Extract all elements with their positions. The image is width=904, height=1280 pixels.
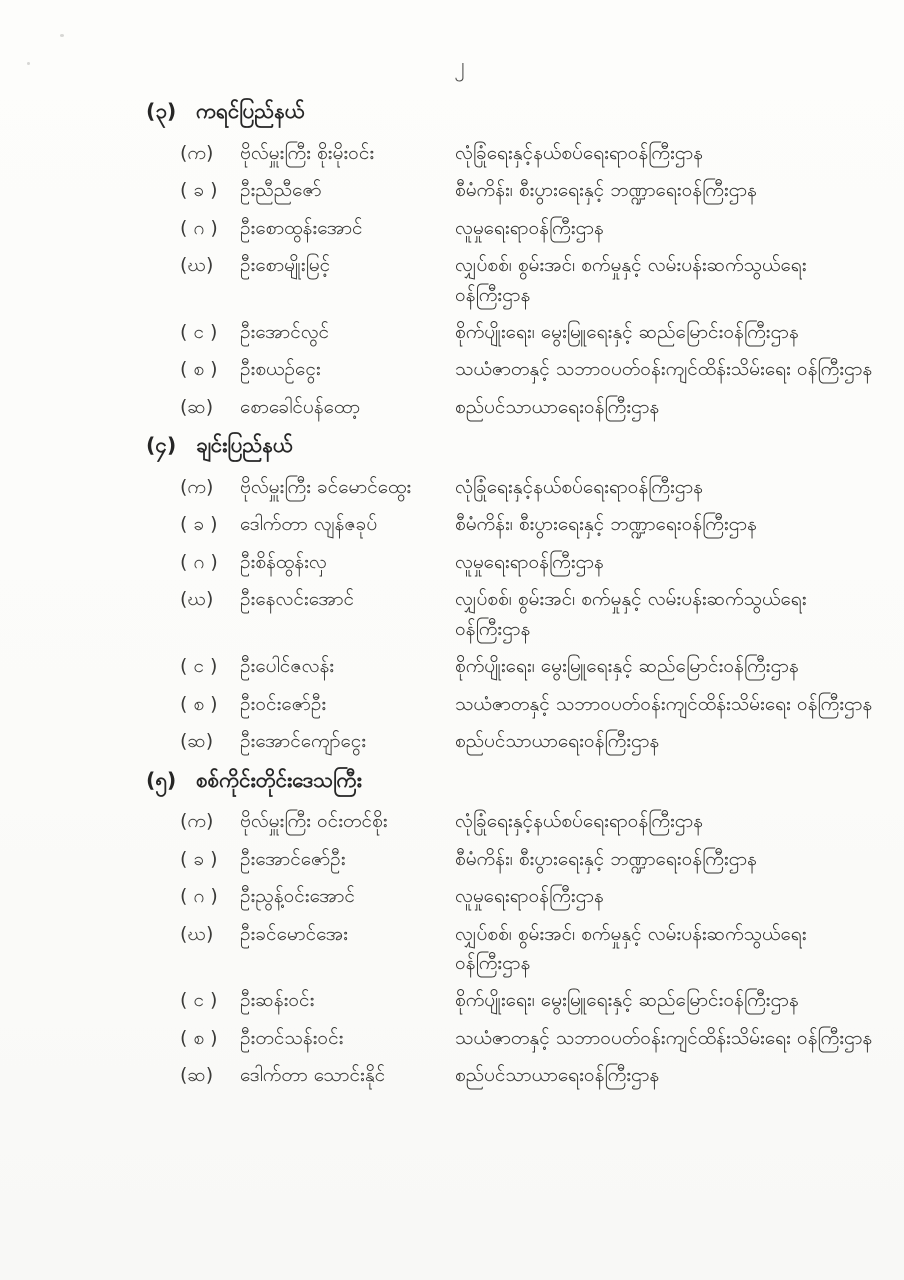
entry-label: (က)	[180, 476, 214, 498]
minister-name: ဒေါက်တာ လျန်ဇခုပ်	[240, 513, 378, 536]
section-entries	[180, 139, 878, 423]
ministry-name: လုံခြုံရေးနှင့်နယ်စပ်ရေးရာဝန်ကြီးဌာန	[455, 476, 703, 498]
minister-name: ဦးပေါင်ဇလန်း	[240, 655, 335, 678]
entry-label: (ဆ)	[180, 730, 214, 753]
entry-label: (က)	[180, 810, 214, 833]
minister-row	[180, 318, 878, 347]
minister-name: ဦးအောင်လွင်	[240, 320, 330, 343]
entry-label: ( စ )	[180, 358, 218, 381]
ministry-name: သယံဇာတနှင့် သဘာဝပတ်ဝန်းကျင်ထိန်းသိမ်းရေး ဝန်ကြီးဌာန	[455, 692, 873, 715]
minister-name: ဦးစောမျိုးမြင့်	[240, 254, 331, 277]
ministry-name: စည်ပင်သာယာရေးဝန်ကြီးဌာန	[455, 1064, 660, 1087]
entry-label: ( ဂ )	[180, 550, 218, 573]
minister-name: ဦးနေလင်းအောင်	[240, 588, 355, 611]
entry-label: (ဃ)	[180, 922, 214, 945]
minister-row	[180, 845, 878, 874]
minister-row	[180, 585, 878, 644]
ministry-name: စီမံကိန်း၊ စီးပွားရေးနှင့် ဘဏ္ဍာရေးဝန်ကြီးဌာန	[455, 179, 757, 202]
entry-label: ( င )	[180, 655, 218, 678]
minister-name: ဦးစိန်ထွန်းလှ	[240, 550, 327, 573]
entry-label: ( ဂ )	[180, 216, 218, 239]
entry-label: ( ခ )	[180, 847, 218, 870]
minister-row	[180, 807, 878, 836]
minister-name: ဦးညီညီဇော်	[240, 179, 322, 202]
ministry-name: လူမှုရေးရာဝန်ကြီးဌာန	[455, 550, 604, 573]
minister-row	[180, 214, 878, 243]
section-header	[146, 430, 878, 461]
entry-label: (က)	[180, 141, 214, 164]
minister-row	[180, 920, 878, 979]
section-header	[146, 765, 878, 796]
ministry-name: စိုက်ပျိုးရေး၊ မွေးမြူရေးနှင့် ဆည်မြောင်းဝန်ကြီးဌာန	[455, 320, 799, 343]
entry-label: (ဃ)	[180, 588, 214, 611]
minister-name: ဦးဝင်းဇော်ဦး	[240, 692, 327, 715]
page-number: ၂	[454, 53, 466, 77]
minister-name: ဦးအောင်ဇော်ဦး	[240, 847, 346, 870]
ministry-name: သယံဇာတနှင့် သဘာဝပတ်ဝန်းကျင်ထိန်းသိမ်းရေး ဝန်ကြီးဌာန	[455, 1026, 873, 1049]
minister-name: ဦးဆန်းဝင်း	[240, 989, 315, 1012]
minister-name: ဗိုလ်မှူးကြီး ဝင်းတင်စိုး	[240, 810, 388, 833]
section-title: စစ်ကိုင်းတိုင်းဒေသကြီး	[196, 767, 362, 792]
section-sagaing-region	[146, 765, 878, 1091]
entry-label: ( ဂ )	[180, 885, 218, 908]
section-entries	[180, 807, 878, 1091]
section-number: (၅)	[146, 767, 177, 792]
ministry-name: စိုက်ပျိုးရေး၊ မွေးမြူရေးနှင့် ဆည်မြောင်းဝန်ကြီးဌာန	[455, 655, 799, 678]
ministry-name: လူမှုရေးရာဝန်ကြီးဌာန	[455, 216, 604, 239]
entry-label: ( စ )	[180, 692, 218, 715]
minister-name: ဗိုလ်မှူးကြီး စိုးမိုးဝင်း	[240, 141, 375, 164]
ministry-name: လျှပ်စစ်၊ စွမ်းအင်၊ စက်မှုနှင့် လမ်းပန်းဆက်သွယ်ရေး ဝန်ကြီးဌာန	[455, 254, 807, 306]
ministry-name: စည်ပင်သာယာရေးဝန်ကြီးဌာန	[455, 730, 660, 753]
section-header	[146, 96, 878, 127]
minister-row	[180, 176, 878, 205]
minister-name: ဦးစယဉ်ငွေး	[240, 358, 321, 381]
section-kayin-state	[146, 96, 878, 422]
minister-row	[180, 882, 878, 911]
minister-name: ဦးစောထွန်းအောင်	[240, 216, 363, 239]
ministry-name: လူမှုရေးရာဝန်ကြီးဌာန	[455, 885, 604, 908]
ministry-name: စီမံကိန်း၊ စီးပွားရေးနှင့် ဘဏ္ဍာရေးဝန်ကြီးဌာန	[455, 847, 757, 870]
ministry-name: စည်ပင်သာယာရေးဝန်ကြီးဌာန	[455, 395, 660, 418]
minister-name: ဗိုလ်မှူးကြီး ခင်မောင်ထွေး	[240, 476, 412, 498]
ministry-name: လျှပ်စစ်၊ စွမ်းအင်၊ စက်မှုနှင့် လမ်းပန်းဆက်သွယ်ရေး ဝန်ကြီးဌာန	[455, 588, 807, 640]
minister-row	[180, 355, 878, 384]
minister-name: ဒေါက်တာ သောင်းနိုင်	[240, 1064, 386, 1087]
entry-label: ( ခ )	[180, 179, 218, 202]
entry-label: ( င )	[180, 320, 218, 343]
minister-name: စောခေါင်ပန်ထော့	[240, 395, 361, 418]
section-chin-state	[146, 430, 878, 756]
minister-row	[180, 473, 878, 502]
ministers-list	[146, 96, 878, 1099]
minister-name: ဦးတင်သန်းဝင်း	[240, 1026, 344, 1049]
minister-row	[180, 652, 878, 681]
ministry-name: လုံခြုံရေးနှင့်နယ်စပ်ရေးရာဝန်ကြီးဌာန	[455, 810, 703, 833]
section-number: (၃)	[146, 99, 177, 123]
entry-label: (ဆ)	[180, 395, 214, 418]
section-entries	[180, 473, 878, 757]
ministry-name: စိုက်ပျိုးရေး၊ မွေးမြူရေးနှင့် ဆည်မြောင်းဝန်ကြီးဌာန	[455, 989, 799, 1012]
minister-name: ဦးအောင်ကျော်ငွေး	[240, 730, 367, 753]
minister-row	[180, 251, 878, 310]
ministry-name: လျှပ်စစ်၊ စွမ်းအင်၊ စက်မှုနှင့် လမ်းပန်းဆက်သွယ်ရေး ဝန်ကြီးဌာန	[455, 922, 807, 974]
minister-row	[180, 393, 878, 422]
scan-artifact	[60, 34, 64, 37]
minister-row	[180, 510, 878, 539]
minister-row	[180, 1061, 878, 1090]
section-number: (၄)	[146, 433, 177, 458]
section-title: ကရင်ပြည်နယ်	[196, 99, 305, 123]
section-title: ချင်းပြည်နယ်	[196, 433, 293, 458]
entry-label: (ဆ)	[180, 1064, 214, 1087]
entry-label: (ဃ)	[180, 254, 214, 277]
ministry-name: သယံဇာတနှင့် သဘာဝပတ်ဝန်းကျင်ထိန်းသိမ်းရေး ဝန်ကြီးဌာန	[455, 358, 873, 381]
ministry-name: စီမံကိန်း၊ စီးပွားရေးနှင့် ဘဏ္ဍာရေးဝန်ကြီးဌာန	[455, 513, 757, 536]
minister-row	[180, 690, 878, 719]
minister-name: ဦးခင်မောင်အေး	[240, 922, 348, 945]
entry-label: ( စ )	[180, 1026, 218, 1049]
minister-name: ဦးညွန့်ဝင်းအောင်	[240, 885, 355, 908]
entry-label: ( င )	[180, 989, 218, 1012]
ministry-name: လုံခြုံရေးနှင့်နယ်စပ်ရေးရာဝန်ကြီးဌာန	[455, 141, 703, 164]
minister-row	[180, 986, 878, 1015]
minister-row	[180, 727, 878, 756]
minister-row	[180, 548, 878, 577]
entry-label: ( ခ )	[180, 513, 218, 536]
minister-row	[180, 1024, 878, 1053]
minister-row	[180, 139, 878, 168]
